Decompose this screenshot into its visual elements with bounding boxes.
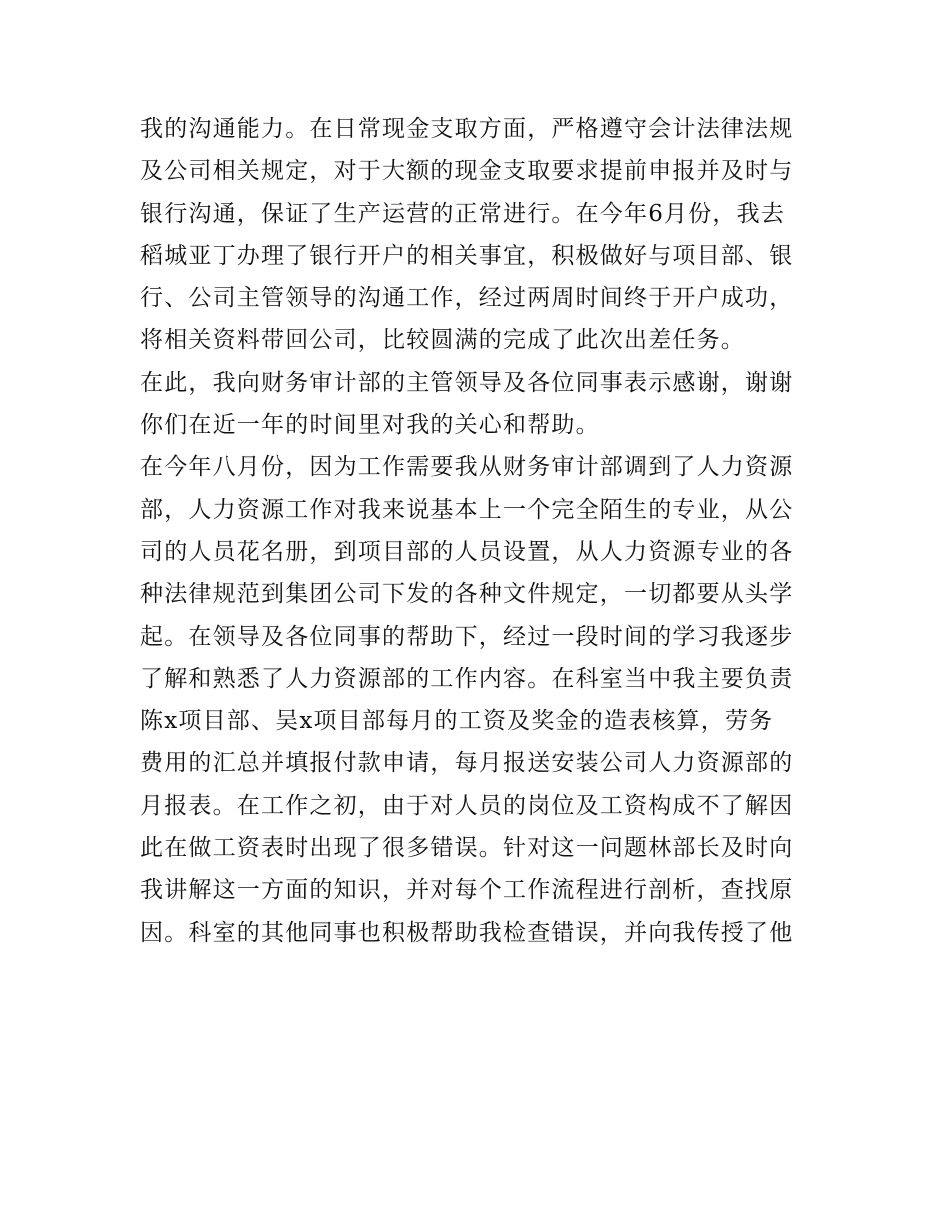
body-text [140, 108, 820, 954]
text-line: 陈x项目部、吴x项目部每月的工资及奖金的造表核算，劳务 [140, 708, 774, 735]
text-line: 部，人力资源工作对我来说基本上一个完全陌生的专业，从公 [140, 496, 794, 523]
text-line: 我的沟通能力。在日常现金支取方面，严格遵守会计法律法规 [140, 116, 794, 142]
text-line: 此在做工资表时出现了很多错误。针对这一问题林部长及时向 [140, 835, 794, 862]
text-line: 在今年八月份，因为工作需要我从财务审计部调到了人力资源 [140, 454, 794, 481]
text-line: 将相关资料带回公司，比较圆满的完成了此次出差任务。 [140, 327, 745, 354]
text-line: 稻城亚丁办理了银行开户的相关事宜，积极做好与项目部、银 [140, 242, 794, 269]
text-line: 我讲解这一方面的知识，并对每个工作流程进行剖析，查找原 [140, 877, 794, 904]
text-line: 月报表。在工作之初，由于对人员的岗位及工资构成不了解因 [140, 792, 794, 819]
text-line: 银行沟通，保证了生产运营的正常进行。在今年6月份，我去 [140, 200, 786, 227]
text-line: 及公司相关规定，对于大额的现金支取要求提前申报并及时与 [140, 158, 794, 185]
text-line: 行、公司主管领导的沟通工作，经过两周时间终于开户成功， [140, 285, 794, 312]
text-line: 种法律规范到集团公司下发的各种文件规定，一切都要从头学 [140, 581, 794, 608]
text-line: 你们在近一年的时间里对我的关心和帮助。 [140, 412, 600, 439]
text-line: 因。科室的其他同事也积极帮助我检查错误，并向我传授了他 [140, 919, 794, 946]
text-line: 司的人员花名册，到项目部的人员设置，从人力资源专业的各 [140, 538, 794, 565]
text-line: 费用的汇总并填报付款申请，每月报送安装公司人力资源部的 [140, 750, 794, 777]
text-line: 在此，我向财务审计部的主管领导及各位同事表示感谢，谢谢 [140, 369, 794, 396]
text-line: 起。在领导及各位同事的帮助下，经过一段时间的学习我逐步 [140, 623, 794, 650]
text-line: 了解和熟悉了人力资源部的工作内容。在科室当中我主要负责 [140, 665, 794, 692]
